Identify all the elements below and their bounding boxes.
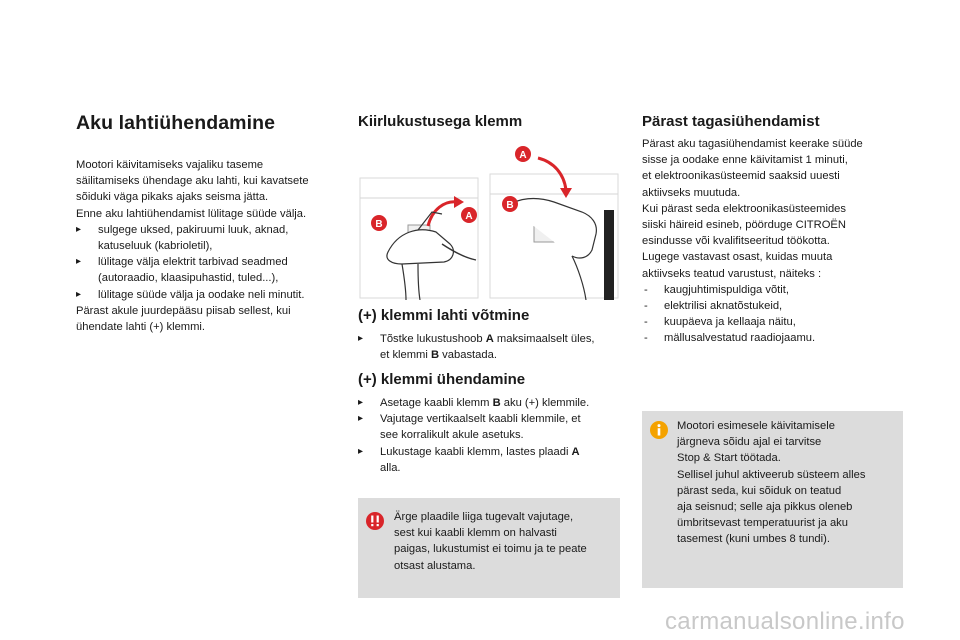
label-b: B bbox=[375, 219, 383, 230]
battery-clamp-illustration bbox=[358, 140, 620, 300]
label-a: A bbox=[519, 150, 527, 161]
section-title-connect: (+) klemmi ühendamine bbox=[358, 371, 526, 388]
list-item: - kaugjuhtimispuldiga võtit, bbox=[644, 283, 789, 296]
section-title: Pärast tagasiühendamist bbox=[642, 113, 820, 130]
bullet-icon: ▸ bbox=[358, 445, 364, 457]
intro-text: Mootori käivitamiseks vajaliku taseme säilitamiseks ühendage aku lahti, kui kavatsete sõiduki väga pikaks ajaks seisma jätta. Enne aku lahtiühendamist lülitage süüde välja. ▸ sulgege uksed, pakiruumi luuk, aknad, katuseluuk (kabrioletil), ▸ lülitage välja elektrit tarbivad seadmed (autoraadio, klaasipuhastid, tuled...), ▸ lülitage süüde välja ja oodake neli minutit. Pärast akule juurdepääsu piisab sellest, kui ühendate lahti (+) klemmi. bbox=[76, 159, 309, 334]
reconnect-text: Pärast aku tagasiühendamist keerake süüde sisse ja oodake enne käivitamist 1 minuti, et elektroonikasüsteemid saaksid uuesti aktiivseks muutuda. Kui pärast seda elektroonikasüsteemides siiski häireid esineb, pöörduge CITROËN esindusse või kvalifitseeritud töökotta. Lugege vastavast osast, kuidas muuta aktiivseks teatud varustust, näiteks : - kaugjuhtimispuldiga võtit, - elektrilisi aknatõstukeid, - kuupäeva ja kellaaja näitu, - mällusalvestatud raadiojaamu. bbox=[642, 136, 863, 347]
page-title: Aku lahtiühendamine bbox=[76, 112, 276, 134]
bullet-icon: ▸ bbox=[358, 397, 364, 408]
bullet-icon: ▸ bbox=[358, 333, 364, 344]
bullet-icon: ▸ bbox=[76, 288, 82, 300]
warning-text: Ärge plaadile liiga tugevalt vajutage, sest kui kaabli klemm on halvasti paigas, lukustumist ei toimu ja te peate otsast alustama. bbox=[394, 511, 587, 572]
warning-box bbox=[358, 498, 620, 598]
list-item: ▸ sulgege uksed, pakiruumi luuk, aknad, katuseluuk (kabrioletil), bbox=[76, 223, 289, 253]
label-b: B bbox=[506, 200, 514, 211]
bullet-icon: ▸ bbox=[76, 223, 82, 235]
bullet-icon: ▸ bbox=[76, 256, 82, 268]
disconnect-steps bbox=[358, 331, 595, 363]
list-item: ▸ Tõstke lukustushoob A maksimaalselt üles, et klemmi B vabastada. bbox=[358, 333, 595, 362]
list-item: - kuupäeva ja kellaaja näitu, bbox=[644, 316, 796, 329]
list-item: ▸ Vajutage vertikaalselt kaabli klemmile, et see korralikult akule asetuks. bbox=[358, 413, 581, 442]
connect-steps bbox=[358, 395, 589, 476]
bullet-icon: ▸ bbox=[358, 413, 364, 425]
info-icon bbox=[650, 421, 668, 439]
info-box bbox=[642, 411, 903, 588]
clamp-open-diagram bbox=[360, 178, 478, 300]
info-text: Mootori esimesele käivitamisele järgneva sõidu ajal ei tarvitse Stop & Start töötada. Sellisel juhul aktiveerub süsteem alles pärast seda, kui sõiduk on teatud aja seisnud; selle aja pikkus oleneb ümbritsevast temperatuurist ja aku tasemest (kuni umbes 8 tundi). bbox=[677, 420, 866, 546]
list-item: ▸ Asetage kaabli klemm B aku (+) klemmile. bbox=[358, 395, 589, 411]
section-title: Kiirlukustusega klemm bbox=[358, 113, 523, 130]
clamp-closed-diagram bbox=[490, 146, 618, 300]
watermark: carmanualsonline.info bbox=[665, 608, 905, 635]
warning-icon bbox=[366, 512, 384, 530]
section-title-disconnect: (+) klemmi lahti võtmine bbox=[358, 307, 530, 324]
list-item: ▸ Lukustage kaabli klemm, lastes plaadi A alla. bbox=[358, 445, 580, 474]
list-item: ▸ lülitage välja elektrit tarbivad seadmed (autoraadio, klaasipuhastid, tuled...), bbox=[76, 256, 288, 285]
list-item: ▸ lülitage süüde välja ja oodake neli minutit. bbox=[76, 287, 309, 303]
list-item: - elektrilisi aknatõstukeid, bbox=[644, 300, 783, 313]
list-item: - mällusalvestatud raadiojaamu. bbox=[644, 332, 816, 345]
label-a: A bbox=[465, 211, 473, 222]
